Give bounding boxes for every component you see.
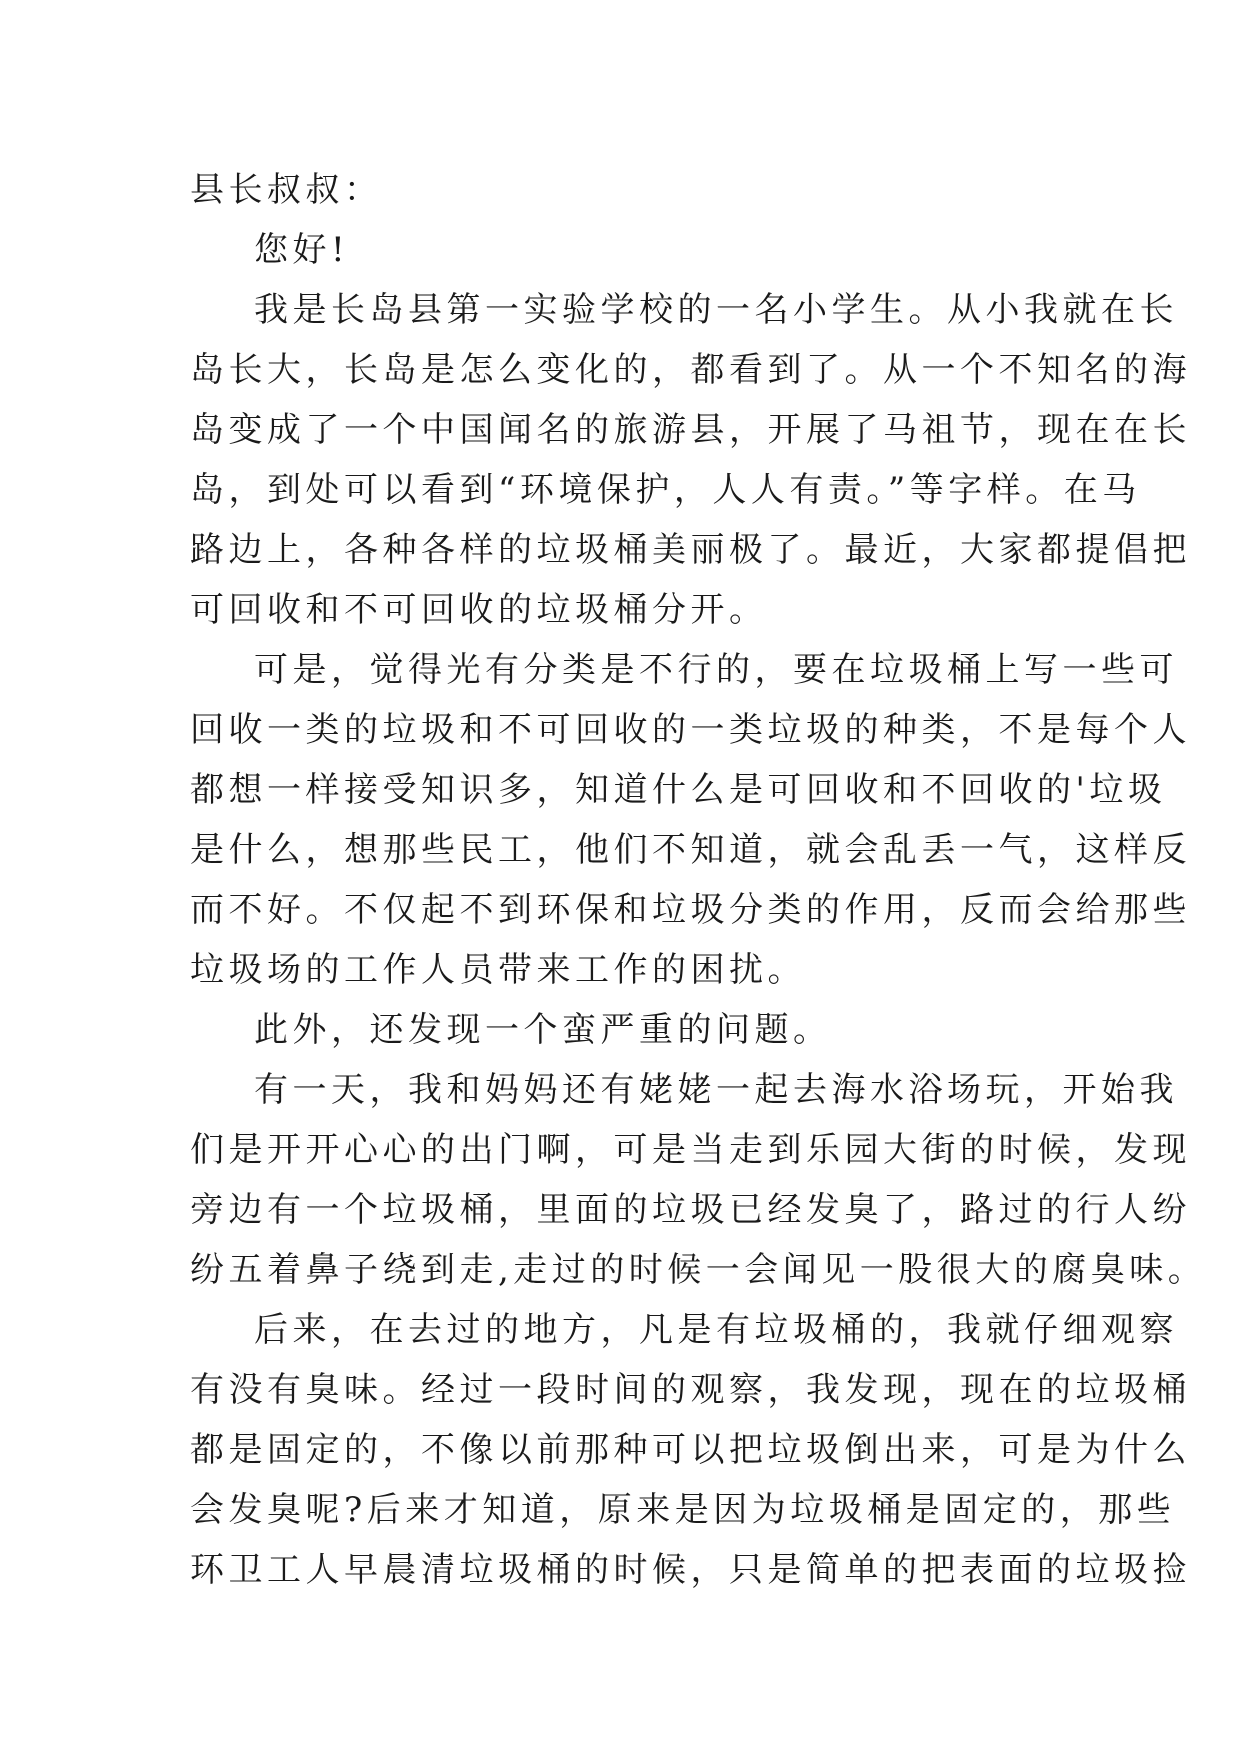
text-line: 我是长岛县第一实验学校的一名小学生。从小我就在长 [254,290,1178,330]
text-line: 都想一样接受知识多，知道什么是可回收和不回收的'垃圾 [190,770,1167,810]
text-line: 纷五着鼻子绕到走,走过的时候一会闻见一股很大的腐臭味。 [190,1250,1207,1290]
text-line: 岛长大，长岛是怎么变化的，都看到了。从一个不知名的海 [190,350,1191,390]
text-line: 垃圾场的工作人员带来工作的困扰。 [190,950,806,990]
text-line: 回收一类的垃圾和不可回收的一类垃圾的种类，不是每个人 [190,710,1191,750]
text-line: 们是开开心心的出门啊，可是当走到乐园大街的时候，发现 [190,1130,1191,1170]
text-line: 此外，还发现一个蛮严重的问题。 [254,1010,832,1050]
text-line: 有没有臭味。经过一段时间的观察，我发现，现在的垃圾桶 [190,1370,1191,1410]
letter-body [190,160,1207,1600]
text-line: 岛变成了一个中国闻名的旅游县，开展了马祖节，现在在长 [190,410,1191,450]
text-line: 是什么，想那些民工，他们不知道，就会乱丢一气，这样反 [190,830,1191,870]
text-line: 有一天，我和妈妈还有姥姥一起去海水浴场玩，开始我 [254,1070,1178,1110]
text-line: 后来，在去过的地方，凡是有垃圾桶的，我就仔细观察 [254,1310,1178,1350]
text-line: 可是，觉得光有分类是不行的，要在垃圾桶上写一些可 [254,650,1178,690]
text-line: 旁边有一个垃圾桶，里面的垃圾已经发臭了，路过的行人纷 [190,1190,1191,1230]
text-line: 而不好。不仅起不到环保和垃圾分类的作用，反而会给那些 [190,890,1191,930]
text-line: 岛，到处可以看到“环境保护，人人有责。”等字样。在马 [190,470,1141,510]
text-line: 可回收和不可回收的垃圾桶分开。 [190,590,768,630]
text-line: 都是固定的，不像以前那种可以把垃圾倒出来，可是为什么 [190,1430,1191,1470]
salutation: 县长叔叔： [190,170,383,210]
greeting: 您好! [254,230,350,270]
text-line: 会发臭呢?后来才知道，原来是因为垃圾桶是固定的，那些 [190,1490,1176,1530]
text-line: 环卫工人早晨清垃圾桶的时候，只是简单的把表面的垃圾捡 [190,1550,1191,1590]
text-line: 路边上，各种各样的垃圾桶美丽极了。最近，大家都提倡把 [190,530,1191,570]
